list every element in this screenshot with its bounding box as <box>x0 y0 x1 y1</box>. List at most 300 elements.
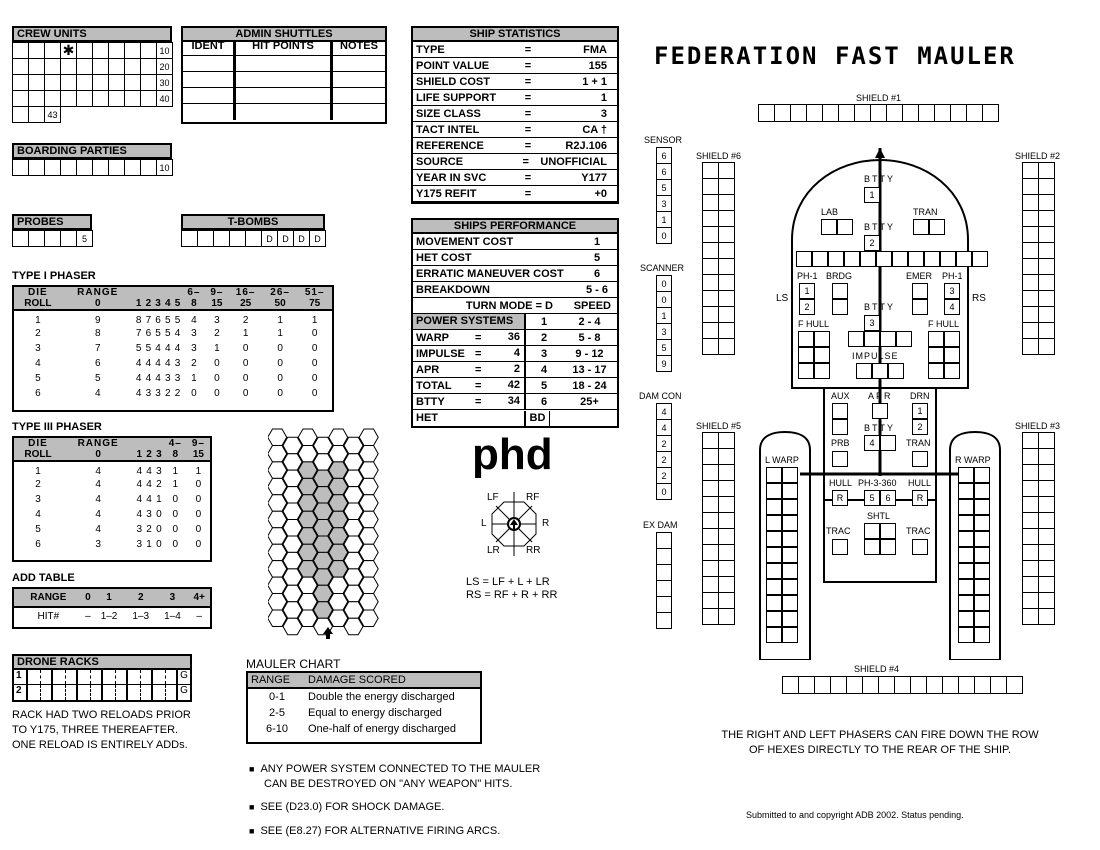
boarding-party-box[interactable] <box>125 160 141 176</box>
lwarp-box[interactable] <box>782 627 798 643</box>
battery-box[interactable]: 1 <box>864 187 880 203</box>
hex-cell[interactable] <box>359 610 378 627</box>
shield-box[interactable] <box>1039 481 1055 497</box>
apr-box[interactable] <box>872 403 888 419</box>
shield-box[interactable] <box>719 433 735 449</box>
shield-box[interactable] <box>719 609 735 625</box>
shield-box[interactable] <box>815 677 831 693</box>
impulse-box[interactable] <box>848 331 864 347</box>
hex-cell[interactable] <box>359 577 378 593</box>
bridge-box[interactable] <box>832 299 848 315</box>
lwarp-box[interactable] <box>766 611 782 627</box>
shield-box[interactable] <box>935 105 951 121</box>
track-box[interactable]: 6 <box>657 164 671 180</box>
track-box[interactable]: 4 <box>657 420 671 436</box>
rwarp-box[interactable] <box>974 627 990 643</box>
shield-box[interactable] <box>719 307 735 323</box>
shield-box[interactable] <box>719 339 735 355</box>
hull-box[interactable] <box>844 251 860 267</box>
shield-box[interactable] <box>703 227 719 243</box>
hull-box[interactable] <box>892 251 908 267</box>
shuttle-ident-cell[interactable] <box>183 104 236 120</box>
crew-box[interactable] <box>45 43 61 59</box>
shield-box[interactable] <box>719 497 735 513</box>
shield-box[interactable] <box>703 577 719 593</box>
crew-box[interactable] <box>77 43 93 59</box>
shield-box[interactable] <box>1007 677 1023 693</box>
shuttle-box[interactable] <box>880 523 896 539</box>
boarding-party-box[interactable] <box>141 160 157 176</box>
shield-box[interactable] <box>719 593 735 609</box>
phaser-box[interactable]: 2 <box>799 299 815 315</box>
crew-box[interactable] <box>141 43 157 59</box>
track-box[interactable]: 3 <box>657 324 671 340</box>
boarding-party-box[interactable] <box>93 160 109 176</box>
track-box[interactable]: 4 <box>657 404 671 420</box>
crew-box[interactable] <box>77 91 93 107</box>
impulse-box[interactable] <box>888 363 904 379</box>
track-box[interactable]: 2 <box>657 468 671 484</box>
shield-box[interactable] <box>879 677 895 693</box>
drone-box[interactable] <box>78 685 91 700</box>
lwarp-box[interactable] <box>782 579 798 595</box>
shield-box[interactable] <box>703 529 719 545</box>
shield-box[interactable] <box>1039 227 1055 243</box>
crew-box-labeled[interactable]: 43 <box>45 107 61 123</box>
crew-box[interactable] <box>61 91 77 107</box>
crew-box[interactable] <box>125 43 141 59</box>
crew-box-labeled[interactable]: 20 <box>157 59 173 75</box>
crew-box[interactable] <box>29 43 45 59</box>
hex-cell[interactable] <box>359 511 378 527</box>
crew-box[interactable] <box>29 91 45 107</box>
shield-box[interactable] <box>1039 195 1055 211</box>
rwarp-box[interactable] <box>958 515 974 531</box>
rwarp-box[interactable] <box>958 563 974 579</box>
shield-box[interactable] <box>863 677 879 693</box>
shield-box[interactable] <box>703 275 719 291</box>
shuttle-ident-cell[interactable] <box>183 56 236 71</box>
shield-box[interactable] <box>855 105 871 121</box>
shuttle-notes-cell[interactable] <box>333 72 385 87</box>
shield-box[interactable] <box>959 677 975 693</box>
shield-box[interactable] <box>1039 561 1055 577</box>
shield-box[interactable] <box>895 677 911 693</box>
hull-box[interactable] <box>812 251 828 267</box>
crew-box[interactable] <box>141 91 157 107</box>
shield-box[interactable] <box>991 677 1007 693</box>
track-box[interactable]: 1 <box>657 308 671 324</box>
fhull-box[interactable] <box>814 331 830 347</box>
drone-box[interactable] <box>41 670 54 684</box>
fhull-box[interactable] <box>814 363 830 379</box>
shield-box[interactable] <box>703 465 719 481</box>
boarding-party-box[interactable] <box>13 160 29 176</box>
hull-box[interactable]: R <box>832 490 848 506</box>
shield-box[interactable] <box>703 497 719 513</box>
lwarp-box[interactable] <box>766 467 782 483</box>
lwarp-box[interactable] <box>782 563 798 579</box>
shield-box[interactable] <box>703 179 719 195</box>
shield-box[interactable] <box>703 433 719 449</box>
tractor-box[interactable] <box>832 539 848 555</box>
track-box[interactable] <box>657 533 671 549</box>
rwarp-box[interactable] <box>958 547 974 563</box>
crew-box[interactable] <box>13 43 29 59</box>
fhull-box[interactable] <box>798 331 814 347</box>
lwarp-box[interactable] <box>782 595 798 611</box>
phaser-box[interactable]: 3 <box>944 283 960 299</box>
shield-box[interactable] <box>983 105 999 121</box>
boarding-party-box[interactable] <box>77 160 93 176</box>
phaser-box[interactable]: 4 <box>944 299 960 315</box>
track-box[interactable]: 6 <box>657 148 671 164</box>
drone-box[interactable] <box>116 670 129 684</box>
lwarp-box[interactable] <box>782 483 798 499</box>
fhull-box[interactable] <box>798 347 814 363</box>
shield-box[interactable] <box>703 195 719 211</box>
impulse-box[interactable] <box>880 331 896 347</box>
track-box[interactable]: 2 <box>657 436 671 452</box>
crew-box[interactable] <box>29 75 45 91</box>
ph3-box[interactable]: 5 <box>864 490 880 506</box>
fhull-box[interactable] <box>944 331 960 347</box>
shield-box[interactable] <box>719 529 735 545</box>
shield-box[interactable] <box>719 323 735 339</box>
hull-box[interactable] <box>972 251 988 267</box>
shield-box[interactable] <box>1039 307 1055 323</box>
hex-cell[interactable] <box>359 462 378 479</box>
fhull-box[interactable] <box>944 363 960 379</box>
boarding-party-box[interactable]: 10 <box>157 160 173 176</box>
shield-box[interactable] <box>823 105 839 121</box>
shield-box[interactable] <box>1039 243 1055 259</box>
hull-box[interactable] <box>860 251 876 267</box>
crew-box[interactable] <box>13 59 29 75</box>
shield-box[interactable] <box>1039 449 1055 465</box>
crew-box[interactable] <box>61 75 77 91</box>
crew-box[interactable] <box>141 59 157 75</box>
drone-box[interactable] <box>141 670 154 684</box>
rwarp-box[interactable] <box>974 483 990 499</box>
drone-box[interactable] <box>141 685 154 700</box>
crew-box[interactable] <box>125 91 141 107</box>
crew-box[interactable] <box>109 75 125 91</box>
shield-box[interactable] <box>703 609 719 625</box>
shuttle-notes-cell[interactable] <box>333 88 385 103</box>
impulse-box[interactable] <box>896 331 912 347</box>
lab-tran-box[interactable] <box>913 219 929 235</box>
lab-tran-box[interactable] <box>837 219 853 235</box>
bridge-box[interactable] <box>832 283 848 299</box>
crew-box[interactable] <box>13 75 29 91</box>
lwarp-box[interactable] <box>782 499 798 515</box>
shield-box[interactable] <box>1039 433 1055 449</box>
lwarp-box[interactable] <box>782 515 798 531</box>
hex-cell[interactable] <box>359 594 378 611</box>
lwarp-box[interactable] <box>766 483 782 499</box>
lwarp-box[interactable] <box>782 467 798 483</box>
shuttle-box[interactable] <box>864 539 880 555</box>
shield-box[interactable] <box>719 179 735 195</box>
hull-box[interactable] <box>940 251 956 267</box>
hex-cell[interactable] <box>359 528 378 545</box>
probe-box[interactable]: 5 <box>77 231 93 247</box>
boarding-party-box[interactable] <box>29 160 45 176</box>
shield-box[interactable] <box>927 677 943 693</box>
tbomb-box[interactable]: D <box>262 231 278 247</box>
shield-box[interactable] <box>807 105 823 121</box>
tractor-box[interactable] <box>912 539 928 555</box>
crew-box[interactable] <box>125 59 141 75</box>
shield-box[interactable] <box>871 105 887 121</box>
shield-box[interactable] <box>951 105 967 121</box>
rwarp-box[interactable] <box>958 499 974 515</box>
aux-box[interactable] <box>832 403 848 419</box>
lwarp-box[interactable] <box>766 499 782 515</box>
shuttle-hp-cell[interactable] <box>236 56 333 71</box>
shield-box[interactable] <box>1039 609 1055 625</box>
shield-box[interactable] <box>703 481 719 497</box>
crew-box[interactable] <box>93 91 109 107</box>
crew-box[interactable] <box>109 43 125 59</box>
drone-box[interactable] <box>53 670 66 684</box>
shuttle-ident-cell[interactable] <box>183 88 236 103</box>
rwarp-box[interactable] <box>974 579 990 595</box>
shield-box[interactable] <box>1039 497 1055 513</box>
track-box[interactable]: 3 <box>657 196 671 212</box>
shuttle-hp-cell[interactable] <box>236 72 333 87</box>
track-box[interactable]: 0 <box>657 484 671 500</box>
rwarp-box[interactable] <box>958 531 974 547</box>
shield-box[interactable] <box>975 677 991 693</box>
track-box[interactable]: 1 <box>657 212 671 228</box>
lwarp-box[interactable] <box>766 595 782 611</box>
rwarp-box[interactable] <box>958 595 974 611</box>
crew-box[interactable] <box>13 91 29 107</box>
rwarp-box[interactable] <box>958 611 974 627</box>
shield-box[interactable] <box>1039 529 1055 545</box>
drone-box[interactable] <box>28 685 41 700</box>
crew-box[interactable] <box>29 107 45 123</box>
drone-box[interactable] <box>91 670 104 684</box>
shield-box[interactable] <box>1039 323 1055 339</box>
shield-box[interactable] <box>1039 259 1055 275</box>
ph3-box[interactable]: 6 <box>880 490 896 506</box>
drone-box[interactable] <box>103 685 116 700</box>
crew-box-labeled[interactable]: 40 <box>157 91 173 107</box>
rwarp-box[interactable] <box>974 515 990 531</box>
shield-box[interactable] <box>703 513 719 529</box>
hex-cell[interactable] <box>359 429 378 446</box>
lab-tran-box[interactable] <box>821 219 837 235</box>
shield-box[interactable] <box>719 577 735 593</box>
lwarp-box[interactable] <box>766 627 782 643</box>
rwarp-box[interactable] <box>974 531 990 547</box>
hex-cell[interactable] <box>359 478 378 494</box>
shield-box[interactable] <box>1039 339 1055 355</box>
shield-box[interactable] <box>719 465 735 481</box>
lwarp-box[interactable] <box>766 515 782 531</box>
rwarp-box[interactable] <box>974 611 990 627</box>
shield-box[interactable] <box>1039 179 1055 195</box>
hull-box[interactable]: R <box>912 490 928 506</box>
shield-box[interactable] <box>719 545 735 561</box>
hull-box[interactable] <box>828 251 844 267</box>
battery-box[interactable]: 3 <box>864 315 880 331</box>
track-box[interactable]: 0 <box>657 228 671 244</box>
rwarp-box[interactable] <box>974 547 990 563</box>
track-box[interactable]: 2 <box>657 452 671 468</box>
fhull-box[interactable] <box>944 347 960 363</box>
hull-box[interactable] <box>956 251 972 267</box>
track-box[interactable]: 5 <box>657 340 671 356</box>
probe-box[interactable] <box>29 231 45 247</box>
track-box[interactable] <box>657 613 671 629</box>
lwarp-box[interactable] <box>766 547 782 563</box>
lab-tran-box[interactable] <box>929 219 945 235</box>
shield-box[interactable] <box>1039 577 1055 593</box>
shield-box[interactable] <box>1039 163 1055 179</box>
shield-box[interactable] <box>703 243 719 259</box>
shield-box[interactable] <box>791 105 807 121</box>
drone-box[interactable] <box>66 670 79 684</box>
shield-box[interactable] <box>703 339 719 355</box>
shield-box[interactable] <box>775 105 791 121</box>
shield-box[interactable] <box>703 307 719 323</box>
crew-box[interactable] <box>45 59 61 75</box>
probe-box[interactable] <box>61 231 77 247</box>
track-box[interactable] <box>657 597 671 613</box>
crew-box[interactable] <box>93 59 109 75</box>
crew-box[interactable] <box>29 59 45 75</box>
emergency-box[interactable] <box>912 283 928 299</box>
shield-box[interactable] <box>799 677 815 693</box>
shield-box[interactable] <box>719 561 735 577</box>
shield-box[interactable] <box>847 677 863 693</box>
probe-box[interactable] <box>45 231 61 247</box>
shield-box[interactable] <box>919 105 935 121</box>
shuttle-box[interactable] <box>864 523 880 539</box>
lwarp-box[interactable] <box>766 531 782 547</box>
track-box[interactable] <box>657 565 671 581</box>
track-box[interactable]: 0 <box>657 276 671 292</box>
shield-box[interactable] <box>1039 291 1055 307</box>
shield-box[interactable] <box>703 163 719 179</box>
rwarp-box[interactable] <box>974 595 990 611</box>
battery-box[interactable]: 4 <box>864 435 880 451</box>
shield-box[interactable] <box>1039 513 1055 529</box>
crew-box[interactable] <box>45 91 61 107</box>
boarding-party-box[interactable] <box>45 160 61 176</box>
crew-box[interactable] <box>141 75 157 91</box>
hex-cell[interactable] <box>359 495 378 512</box>
crew-box[interactable] <box>109 59 125 75</box>
tbomb-box[interactable] <box>198 231 214 247</box>
battery-box[interactable]: 2 <box>864 235 880 251</box>
crew-box[interactable] <box>13 107 29 123</box>
drone-box[interactable] <box>78 670 91 684</box>
shuttle-box[interactable] <box>880 539 896 555</box>
drone-box[interactable]: 2 <box>912 419 928 435</box>
shuttle-hp-cell[interactable] <box>236 88 333 103</box>
crew-box[interactable] <box>77 75 93 91</box>
aux-box[interactable] <box>832 419 848 435</box>
shield-box[interactable] <box>719 163 735 179</box>
shield-box[interactable] <box>911 677 927 693</box>
tbomb-box[interactable] <box>230 231 246 247</box>
track-box[interactable] <box>657 549 671 565</box>
fhull-box[interactable] <box>798 363 814 379</box>
shield-box[interactable] <box>759 105 775 121</box>
track-box[interactable]: 0 <box>657 292 671 308</box>
drone-box[interactable] <box>128 670 141 684</box>
rwarp-box[interactable] <box>974 563 990 579</box>
rwarp-box[interactable] <box>974 499 990 515</box>
crew-box[interactable] <box>45 75 61 91</box>
hex-cell[interactable] <box>359 561 378 578</box>
shield-box[interactable] <box>703 545 719 561</box>
rwarp-box[interactable] <box>974 467 990 483</box>
shield-box[interactable] <box>703 323 719 339</box>
hex-cell[interactable] <box>359 446 378 462</box>
crew-box-labeled[interactable]: 30 <box>157 75 173 91</box>
shield-box[interactable] <box>703 211 719 227</box>
lwarp-box[interactable] <box>766 579 782 595</box>
shield-box[interactable] <box>719 259 735 275</box>
fhull-box[interactable] <box>928 363 944 379</box>
track-box[interactable]: 9 <box>657 356 671 372</box>
emergency-box[interactable] <box>912 299 928 315</box>
tbomb-box[interactable] <box>214 231 230 247</box>
lwarp-box[interactable] <box>766 563 782 579</box>
shield-box[interactable] <box>719 513 735 529</box>
fhull-box[interactable] <box>928 331 944 347</box>
shield-box[interactable] <box>719 275 735 291</box>
crew-box[interactable] <box>93 75 109 91</box>
lwarp-box[interactable] <box>782 547 798 563</box>
fhull-box[interactable] <box>814 347 830 363</box>
drone-box[interactable] <box>153 685 166 700</box>
drone-box[interactable] <box>128 685 141 700</box>
shuttle-notes-cell[interactable] <box>333 56 385 71</box>
probe-box[interactable] <box>13 231 29 247</box>
transporter-box[interactable] <box>912 451 928 467</box>
shield-box[interactable] <box>703 449 719 465</box>
impulse-box[interactable] <box>856 363 872 379</box>
tbomb-box[interactable]: D <box>278 231 294 247</box>
shield-box[interactable] <box>1039 211 1055 227</box>
drone-box[interactable] <box>28 670 41 684</box>
lwarp-box[interactable] <box>782 531 798 547</box>
impulse-box[interactable] <box>864 331 880 347</box>
shield-box[interactable] <box>943 677 959 693</box>
shuttle-hp-cell[interactable] <box>236 104 333 120</box>
drone-box[interactable] <box>41 685 54 700</box>
shuttle-notes-cell[interactable] <box>333 104 385 120</box>
drone-box[interactable] <box>166 670 179 684</box>
shuttle-ident-cell[interactable] <box>183 72 236 87</box>
crew-box[interactable] <box>93 43 109 59</box>
shield-box[interactable] <box>887 105 903 121</box>
tbomb-box[interactable] <box>182 231 198 247</box>
hull-box[interactable] <box>876 251 892 267</box>
shield-box[interactable] <box>719 195 735 211</box>
drone-box[interactable] <box>91 685 104 700</box>
tbomb-box[interactable]: D <box>294 231 310 247</box>
shield-box[interactable] <box>783 677 799 693</box>
shield-box[interactable] <box>1039 465 1055 481</box>
